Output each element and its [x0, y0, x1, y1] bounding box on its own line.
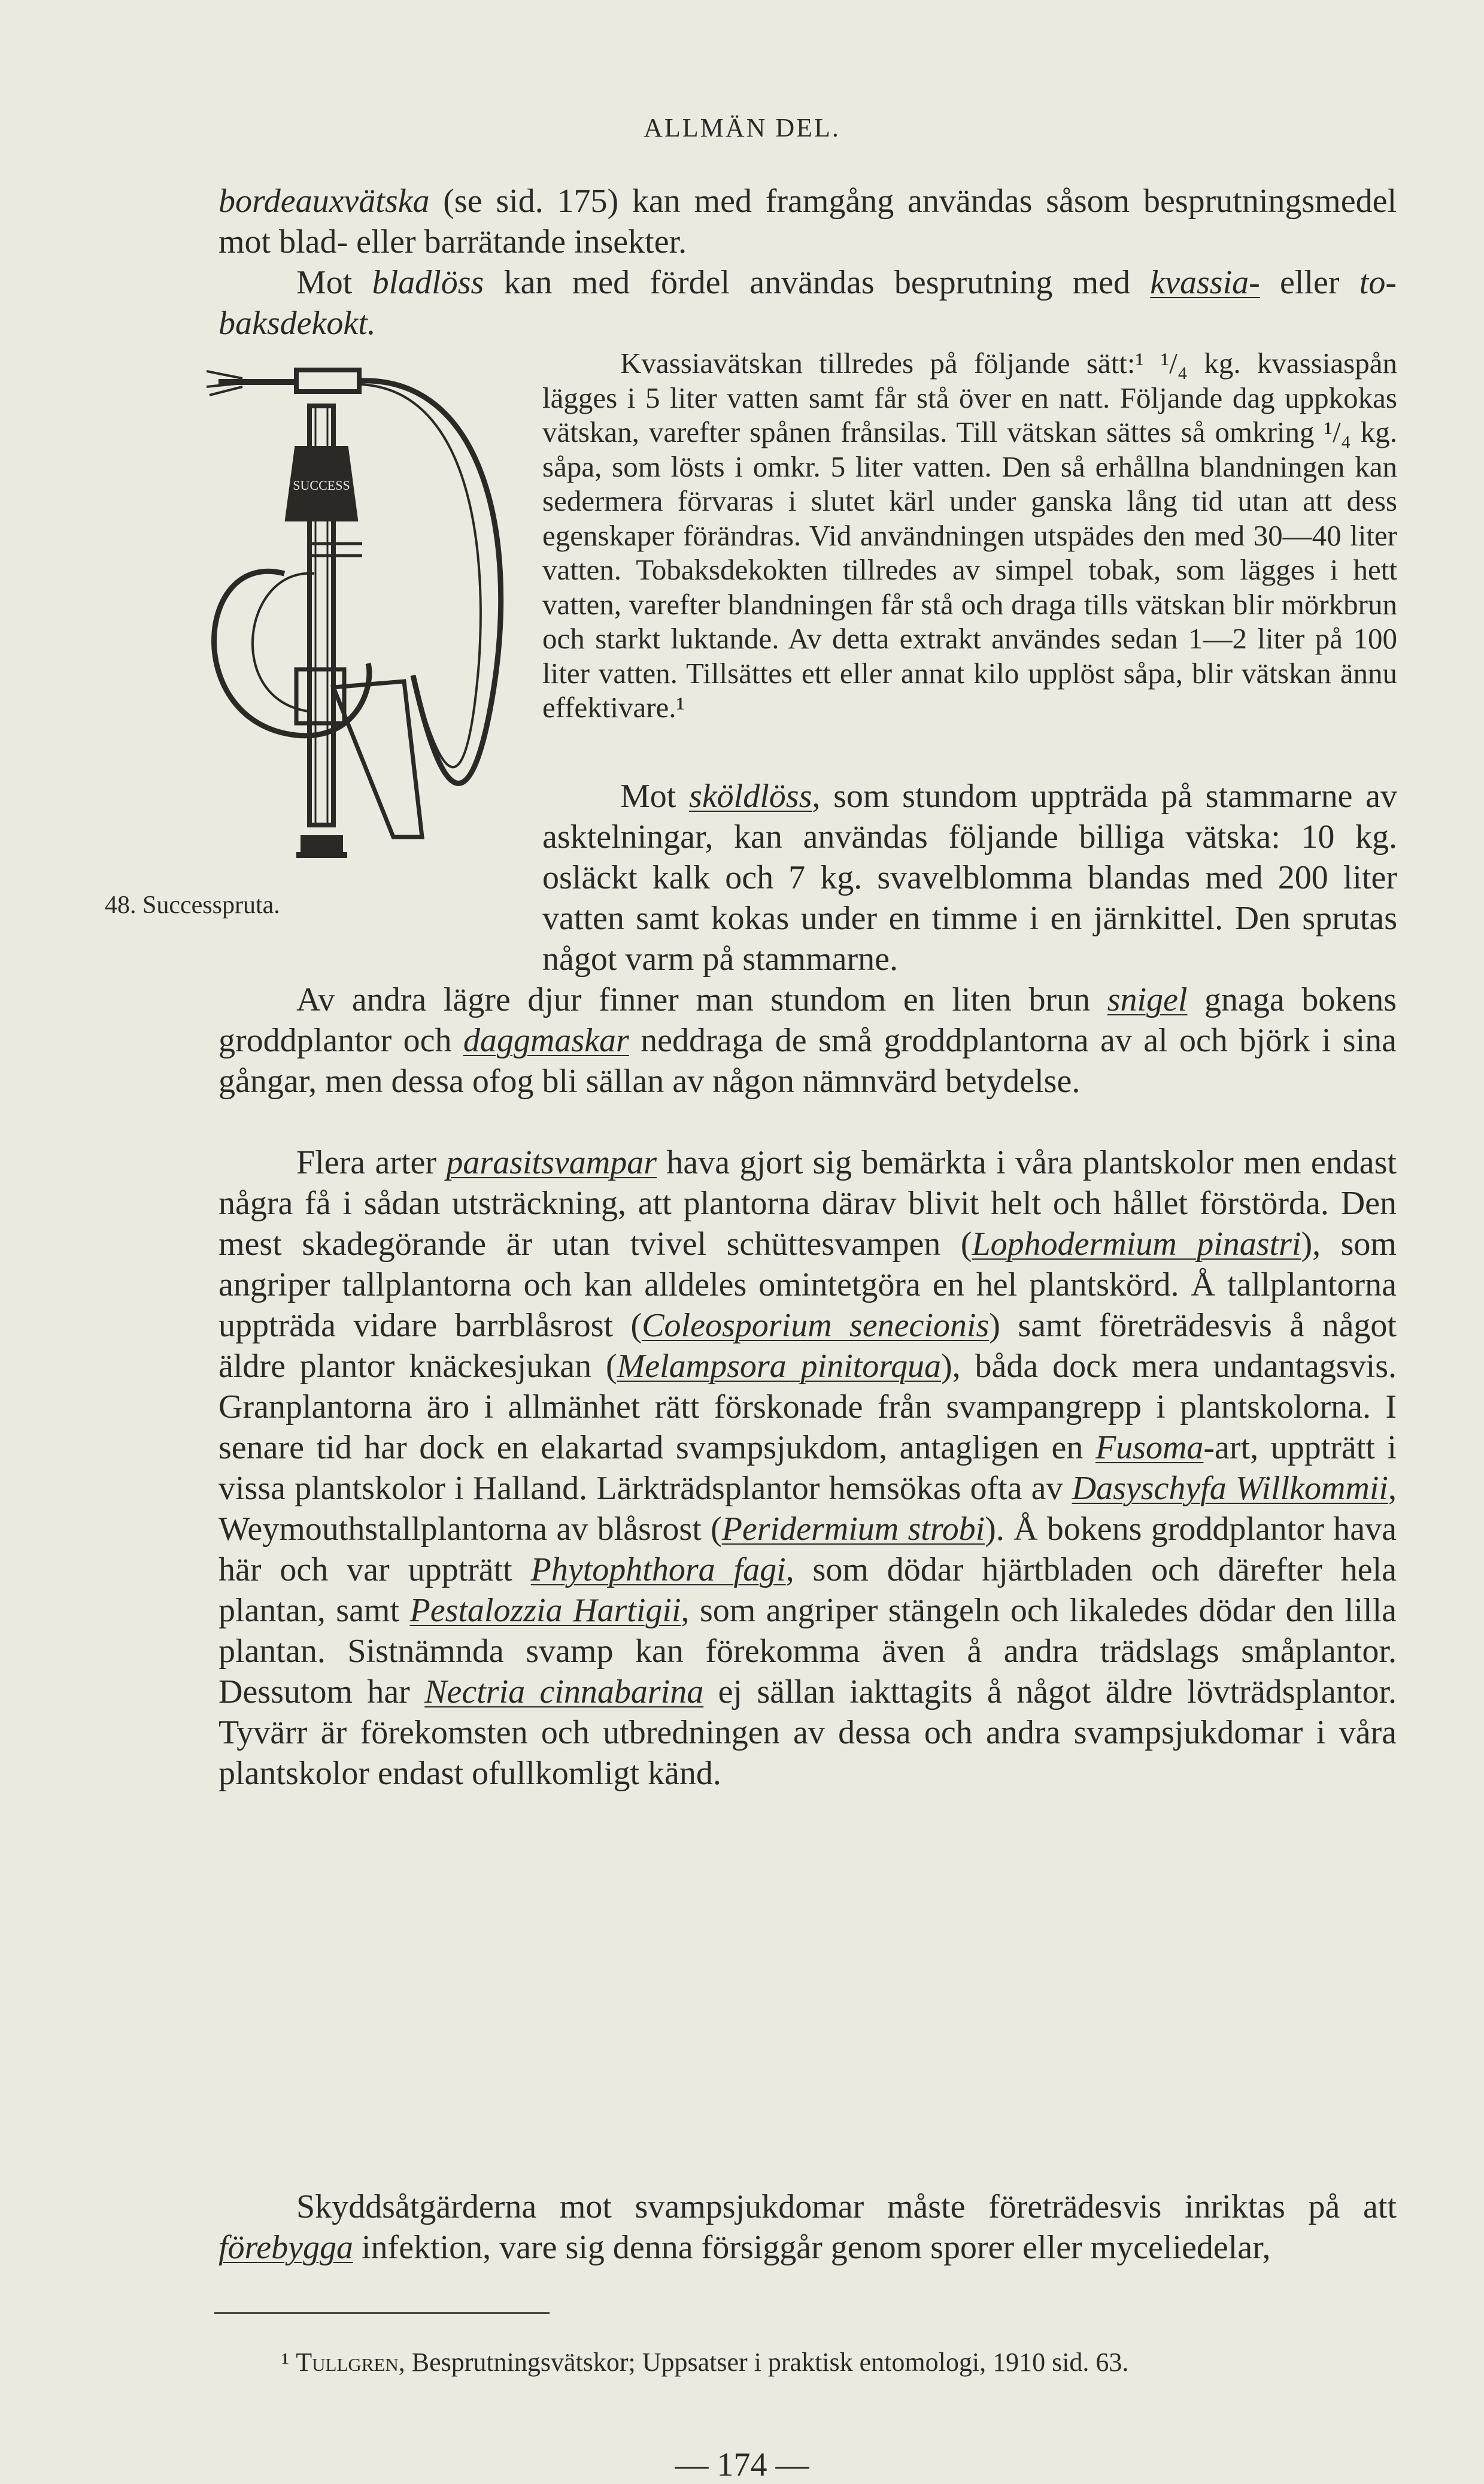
paragraph-text: eller [1260, 264, 1359, 301]
paragraph-text: neddraga de små groddplantorna av al och björk i sina gångar, men dessa ofog bli sällan av någon nämnvärd betydelse. [218, 1022, 1397, 1100]
paragraph-text: , som angriper stängeln och likaledes dödar den lilla plantan. Sistnämnda svamp kan förekomma även å andra trädslags småplantor. Dessutom har [218, 1592, 1397, 1710]
paragraph-text: Flera arter [296, 1144, 447, 1181]
footnote-rule [214, 2312, 550, 2314]
paragraph-skyddsatgarder [218, 2186, 1397, 2268]
term-coleosporium: Coleosporium senecionis [642, 1307, 990, 1344]
paragraph-text: ), båda dock mera undantagsvis. Granplantorna äro i allmänhet rätt förskonade från svampangrepp i plantskolorna. I senare tid har dock en elakartad svampsjukdom, antagligen en [218, 1348, 1397, 1466]
paragraph-text: hava gjort sig bemärkta i våra plantskolor men endast några få i sådan utsträckning, att plantorna därav blivit helt och hållet förstörda. Den mest skadegörande är utan tvivel schüttesvampen ( [218, 1144, 1397, 1263]
term-tobaksdekokt: tobaksdekokt. [218, 264, 1397, 342]
paragraph-snigel [218, 979, 1397, 1102]
term-skoldloss: sköldlöss [689, 778, 812, 815]
paragraph-text: Av andra lägre djur finner man stundom en liten brun [296, 981, 1107, 1018]
paragraph-text: , som dödar hjärtbladen och därefter hela plantan, samt [218, 1551, 1397, 1629]
figure-caption: 48. Successpruta. [105, 891, 280, 919]
term-bordeauxvatska: bordeauxvätska [218, 183, 430, 220]
term-forebygga: förebygga [218, 2229, 353, 2266]
paragraph-text: ). Å bokens groddplantor hava här och var uppträtt [218, 1511, 1397, 1588]
term-kvassia: kvassia- [1150, 264, 1260, 301]
paragraph-text: , Weymouthstallplantorna av blåsrost ( [218, 1470, 1397, 1548]
paragraph-text: ), som angriper tallplantorna och kan alldeles omintetgöra en hel plantskörd. Å tallplantorna uppträda vidare barrblåsrost ( [218, 1226, 1397, 1344]
page-number: — 174 — [675, 2446, 809, 2483]
term-parasitsvampar: parasitsvampar [446, 1144, 657, 1181]
paragraph-bladloss [218, 262, 1397, 344]
paragraph-skoldloss [542, 776, 1397, 979]
paragraph-text: Kvassiavätskan tillredes på följande sätt:¹ ¹/₄ kg. kvassiaspån lägges i 5 liter vatten samt får stå över en natt. Följande dag uppkokas vätskan, varefter spånen frånsilas. Till vätskan sättes så omkring ¹/₄ kg. såpa, som lösts i omkr. 5 liter vatten. Den så erhållna blandningen kan sedermera förvaras i slutet kärl under ganska lång tid utan att dess egenskaper förändras. Vid användningen utspädes den med 30—40 liter vatten. Tobaksdekokten tillredes av simpel tobak, som lägges i hett vatten, varefter blandningen får stå och draga tills vätskan blir mörkbrun och starkt luktande. Av detta extrakt användes sedan 1—2 liter på 100 liter vatten. Tillsättes ett eller annat kilo upplöst såpa, blir vätskan ännu effektivare.¹ [542, 347, 1397, 724]
paragraph-text: Mot [296, 264, 372, 301]
paragraph-text: kan med fördel användas besprutning med [484, 264, 1151, 301]
paragraph-text: , som stundom uppträda på stammarne av asktelningar, kan användas följande billiga vätska: 10 kg. osläckt kalk och 7 kg. svavelblomma blandas med 200 liter vatten samt kokas under en timme i en järnkittel. Den sprutas något varm på stammarne. [542, 778, 1397, 978]
figure-label-success: SUCCESS [293, 478, 350, 493]
footnote [281, 2347, 1128, 2377]
footnote-mark: ¹ [281, 2347, 296, 2377]
paragraph-text: -art, uppträtt i vissa plantskolor i Halland. Lärkträdsplantor hemsökas ofta av [218, 1429, 1397, 1507]
paragraph-parasitsvampar [218, 1142, 1397, 1794]
paragraph-text: Skyddsåtgärderna mot svampsjukdomar måste företrädesvis inriktas på att [296, 2188, 1397, 2225]
paragraph-bordeaux [218, 181, 1397, 262]
footnote-author: Tullgren [296, 2347, 399, 2377]
paragraph-text: (se sid. 175) kan med framgång användas såsom besprutningsmedel mot blad- eller barrätande insekter. [218, 183, 1397, 260]
term-phytophthora: Phytophthora fagi [530, 1551, 786, 1588]
term-daggmaskar: daggmaskar [463, 1022, 629, 1059]
term-fusoma: Fusoma [1095, 1429, 1204, 1466]
term-lophodermium: Lophodermium pinastri [972, 1226, 1301, 1263]
paragraph-text: infektion, vare sig denna försiggår genom sporer eller myceliedelar, [353, 2229, 1271, 2266]
paragraph-text: Mot [620, 778, 690, 815]
footnote-text: , Besprutningsvätskor; Uppsatser i praktisk entomologi, 1910 sid. 63. [398, 2347, 1129, 2377]
paragraph-text: gnaga bokens groddplantor och [218, 981, 1397, 1059]
paragraph-text: ej sällan iakttagits å något äldre lövträdsplantor. Tyvärr är förekomsten och utbredningen av dessa och andra svampsjukdomar i våra plantskolor endast ofullkomligt känd. [218, 1673, 1397, 1792]
paragraph-text: ) samt företrädesvis å något äldre plantor knäckesjukan ( [218, 1307, 1397, 1385]
term-snigel: snigel [1107, 981, 1188, 1018]
running-header: ALLMÄN DEL. [644, 113, 840, 142]
successpruta-figure [207, 352, 530, 891]
term-dasyschyfa: Dasyschyfa Willkommii [1072, 1470, 1388, 1507]
term-peridermium: Peridermium strobi [721, 1511, 985, 1548]
paragraph-kvassia-recipe [542, 346, 1397, 725]
term-nectria: Nectria cinnabarina [424, 1673, 704, 1710]
term-bladloss: bladlöss [372, 264, 484, 301]
term-pestalozzia: Pestalozzia Hartigii [409, 1592, 681, 1629]
term-melampsora: Melampsora pinitorqua [617, 1348, 941, 1385]
